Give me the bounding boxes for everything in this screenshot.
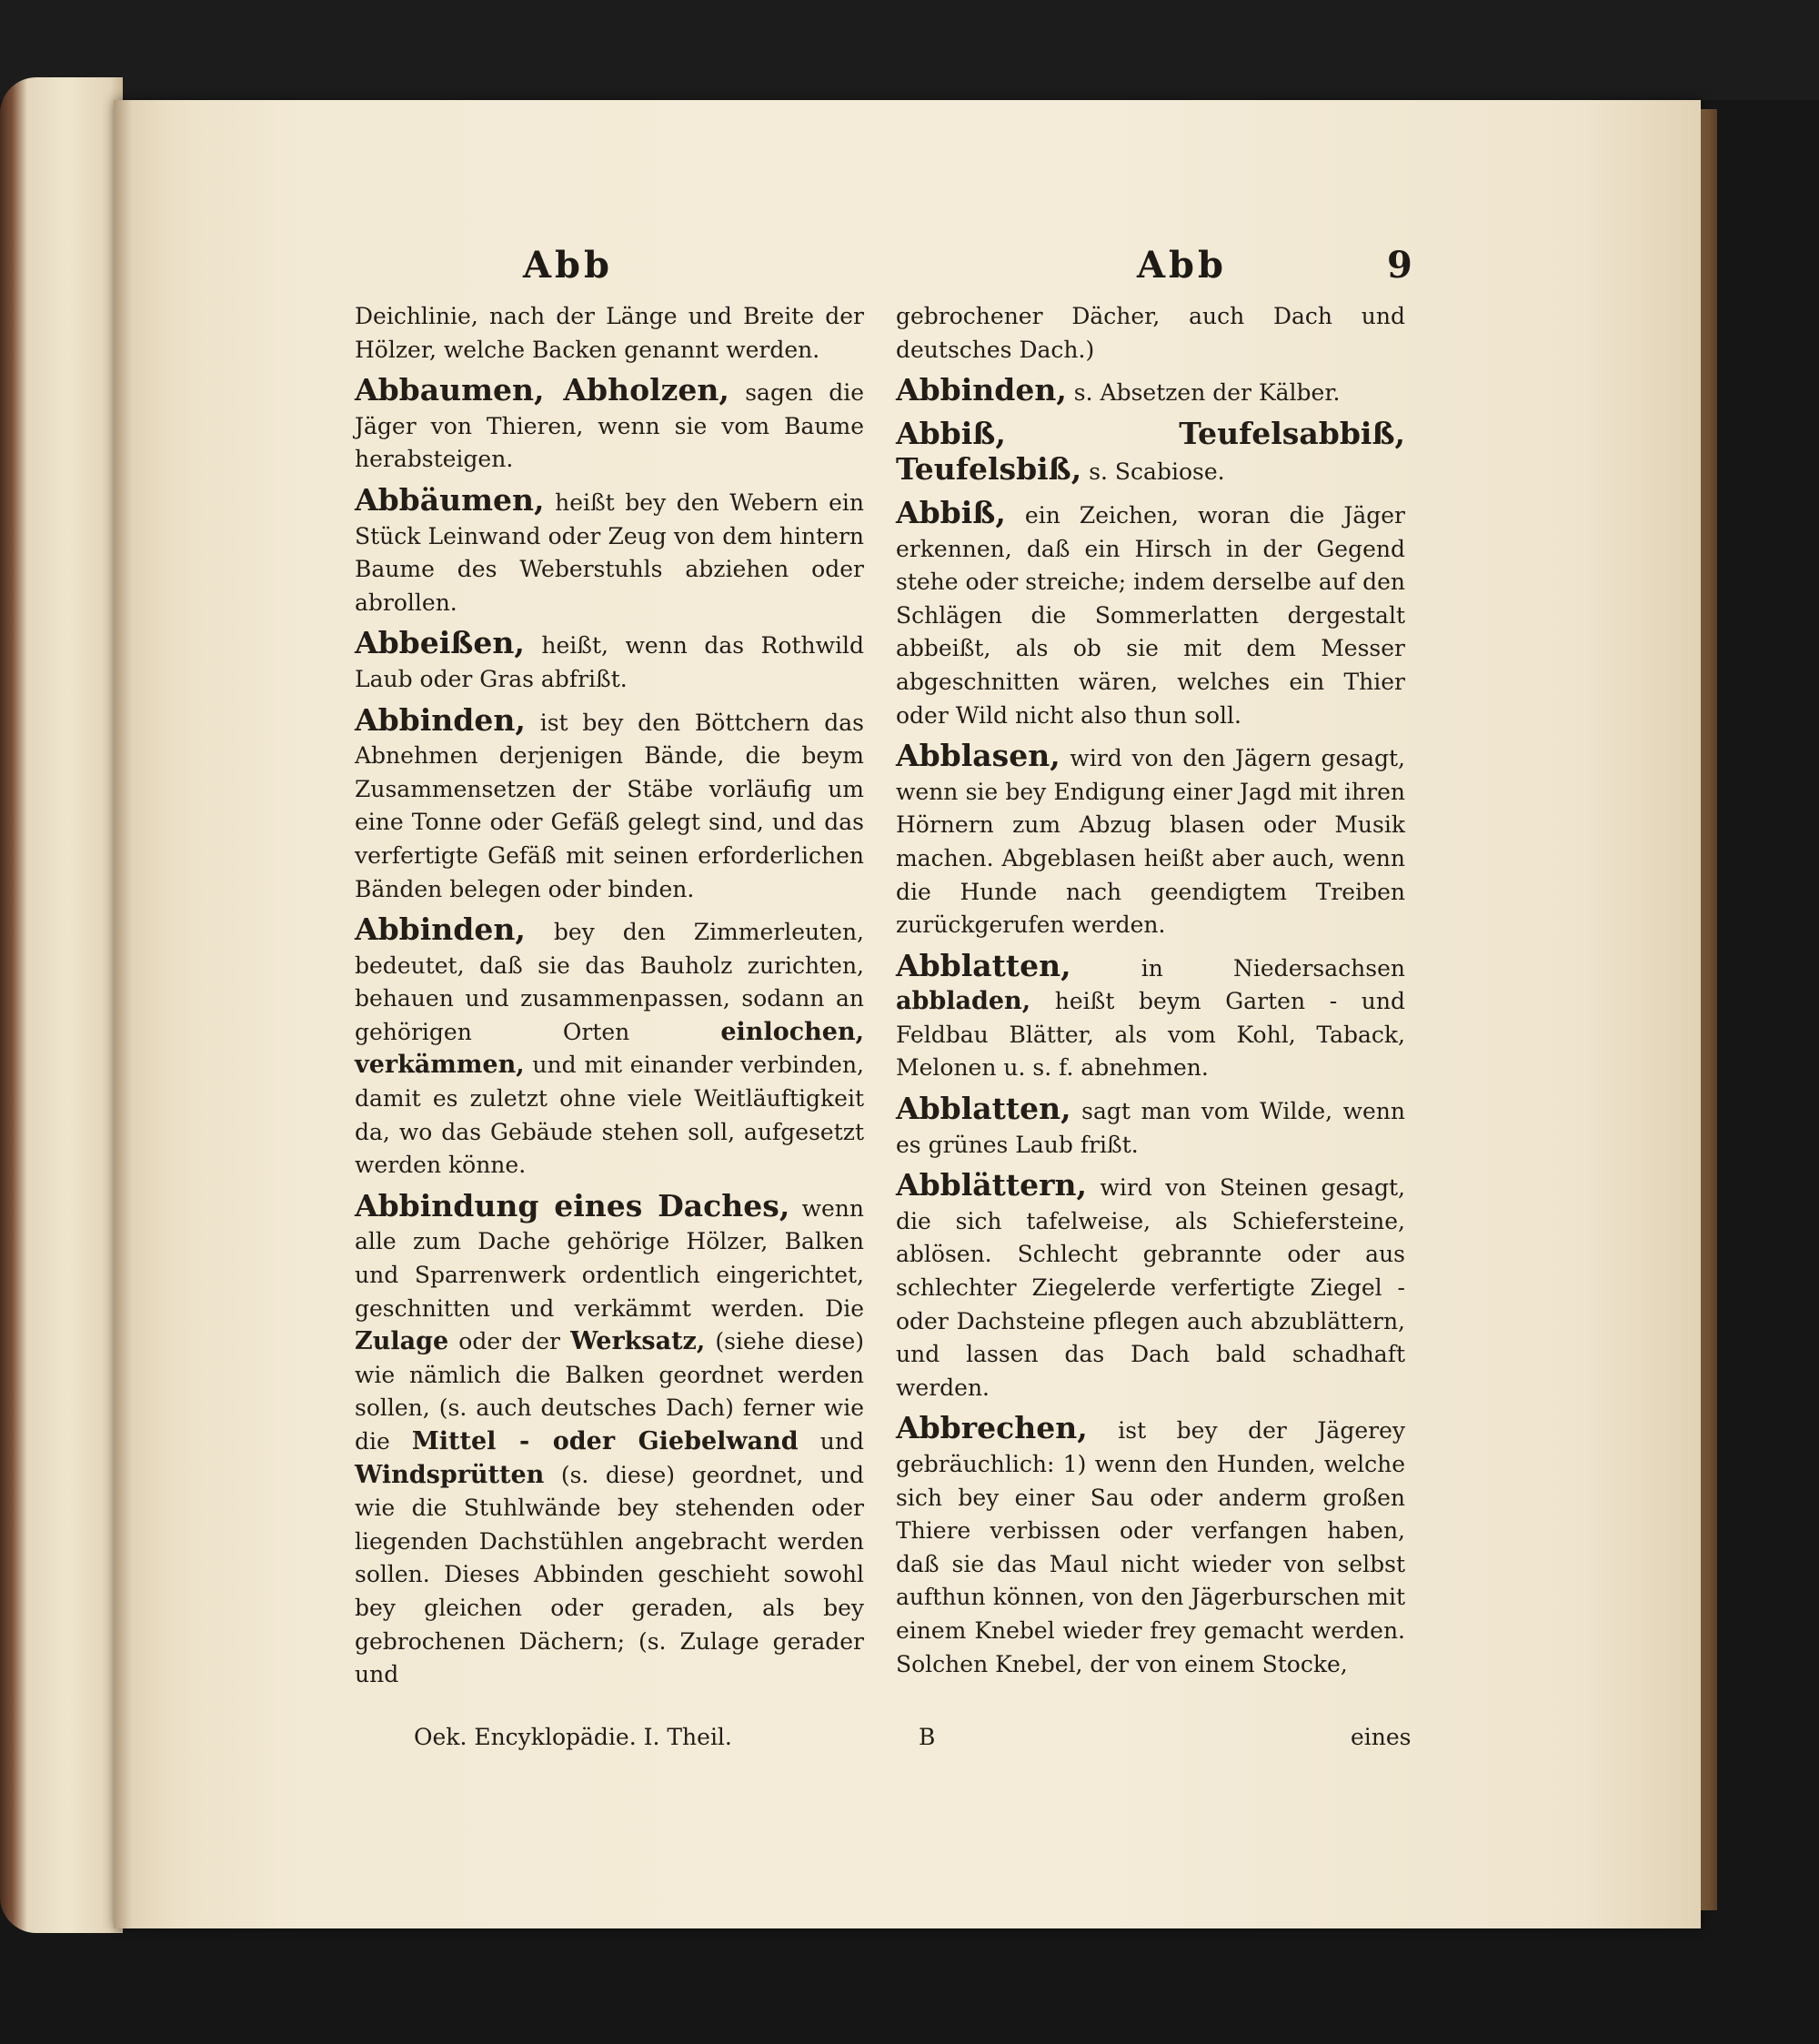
entry-text: oder der — [448, 1328, 571, 1355]
entry-keyword: Abbinden, — [896, 372, 1067, 408]
dictionary-entry — [896, 947, 1405, 1085]
entry-text: sagt man vom Wilde, wenn es grünes Laub frißt. — [896, 1098, 1405, 1158]
entry-keyword: Abblättern, — [896, 1167, 1088, 1203]
dictionary-entry — [355, 300, 864, 367]
entry-text: wird von Steinen gesagt, die sich tafelweise, als Schiefersteine, ablösen. Schlecht gebrannte oder aus schlechter Ziegelerde verfertigte Ziegel - oder Dachsteine pflegen auch abzublättern, und lassen das Dach bald schadhaft werden. — [896, 1174, 1405, 1401]
entry-text: bey den Zimmerleuten, bedeutet, daß sie das Bauholz zurichten, behauen und zusammenpassen, sodann an gehörigen Orten — [355, 919, 864, 1045]
entry-term: einlochen, verkämmen, — [355, 1017, 864, 1080]
dictionary-entry — [896, 415, 1405, 489]
entry-term: Zulage — [355, 1327, 449, 1356]
entry-text: wenn alle zum Dache gehörige Hölzer, Balken und Sparrenwerk ordentlich eingerichtet, geschnitten und verkämmt werden. Die — [355, 1194, 865, 1322]
signature-mark: B — [919, 1724, 936, 1750]
entry-text: s. Scabiose. — [1081, 458, 1225, 486]
entry-keyword: Abblatten, — [896, 947, 1071, 983]
dictionary-entry — [896, 374, 1405, 410]
entry-term: abbladen, — [896, 987, 1031, 1016]
entry-text: in Niedersachsen — [1070, 954, 1405, 982]
entry-text: ist bey der Jägerey gebräuchlich: 1) wenn den Hunden, welche sich bey einer Sau oder anderm großen Thiere verbissen oder verfangen haben, daß sie das Maul nicht wieder von selbst aufthun können, von den Jägerburschen mit einem Knebel wieder frey gemacht werden. Solchen Knebel, der von einem Stocke, — [896, 1417, 1405, 1677]
entry-text: heißt bey den Webern ein Stück Leinwand oder Zeug von dem hintern Baume des Weberstuhls abziehen oder abrollen. — [355, 488, 864, 616]
dictionary-entry — [896, 1412, 1405, 1681]
footer-imprint: Oek. Encyklopädie. I. Theil. — [414, 1724, 732, 1750]
entry-term: Windsprütten — [355, 1460, 545, 1489]
page-number: 9 — [1387, 244, 1416, 287]
right-column — [896, 300, 1405, 1688]
entry-keyword: Abbinden, — [355, 911, 526, 948]
entry-keyword: Abbiß, Teufelsabbiß, Teufelsbiß, — [896, 415, 1405, 488]
entry-text: (s. diese) geordnet, und wie die Stuhlwände bey stehenden oder liegenden Dachstühlen angebracht werden sollen. Dieses Abbinden geschieht sowohl bey gleichen oder geraden, als bey gebrochenen Dächern; (s. Zulage gerader und — [355, 1461, 864, 1688]
dictionary-entry — [355, 1187, 865, 1692]
entry-keyword: Abbindung eines Daches, — [355, 1187, 790, 1223]
entry-text: Deichlinie, nach der Länge und Breite der Hölzer, welche Backen genannt werden. — [355, 303, 864, 363]
dictionary-entry — [896, 494, 1405, 732]
running-head-right: Abb — [1137, 244, 1227, 287]
dictionary-entry — [355, 701, 864, 907]
dictionary-entry — [896, 300, 1405, 367]
dictionary-entry — [355, 481, 864, 619]
dictionary-entry — [355, 374, 864, 477]
entry-text: ein Zeichen, woran die Jäger erkennen, daß ein Hirsch in der Gegend stehe oder streiche; indem derselbe auf den Schlägen die Sommerlatten dergestalt abbeißt, als ob sie mit dem Messer abgeschnitten wären, welches ein Thier oder Wild nicht also thun soll. — [896, 501, 1405, 729]
entry-text: sagen die Jäger von Thieren, wenn sie vom Baume herabsteigen. — [355, 379, 864, 473]
entry-text: ist bey den Böttchern das Abnehmen derjenigen Bände, die beym Zusammensetzen der Stäbe vorläufig um eine Tonne oder Gefäß gelegt sind, und das verfertigte Gefäß mit seinen erforderlichen Bänden belegen oder binden. — [355, 709, 864, 902]
entry-text: und — [798, 1428, 864, 1455]
entry-keyword: Abbinden, — [355, 701, 526, 738]
entry-keyword: Abbrechen, — [896, 1410, 1088, 1446]
dictionary-entry — [355, 627, 864, 696]
entry-text: heißt beym Garten - und Feldbau Blätter, als vom Kohl, Taback, Melonen u. s. f. abnehmen. — [896, 988, 1405, 1082]
catchword: eines — [1351, 1724, 1412, 1750]
entry-keyword: Abbeißen, — [355, 625, 525, 661]
entry-text: s. Absetzen der Kälber. — [1066, 379, 1341, 407]
page-gutter-shadow — [114, 100, 132, 1928]
entry-text: wird von den Jägern gesagt, wenn sie bey Endigung einer Jagd mit ihren Hörnern zum Abzug blasen oder Musik machen. Abgeblasen heißt aber auch, wenn die Hunde nach geendigtem Treiben zurückgerufen werden. — [896, 745, 1405, 939]
background-top — [0, 0, 1819, 100]
entry-term: Werksatz, — [570, 1327, 706, 1356]
entry-text: heißt, wenn das Rothwild Laub oder Gras abfrißt. — [355, 632, 864, 692]
entry-keyword: Abbiß, — [896, 494, 1006, 530]
entry-term: Mittel - oder Giebelwand — [411, 1427, 799, 1455]
dictionary-entry — [896, 740, 1405, 942]
left-column — [355, 300, 864, 1699]
dictionary-entry — [896, 1092, 1405, 1162]
entry-keyword: Abbäumen, — [355, 481, 545, 518]
entry-keyword: Abblatten, — [896, 1091, 1071, 1127]
entry-text: gebrochener Dächer, auch Dach und deutsches Dach.) — [896, 303, 1405, 363]
entry-text: (siehe diese) wie nämlich die Balken geordnet werden sollen, (s. auch deutsches Dach) ferner wie die — [355, 1328, 865, 1455]
entry-text: und mit einander verbinden, damit es zuletzt ohne viele Weitläuftigkeit da, wo das Gebäude stehen soll, aufgesetzt werden könne. — [355, 1052, 864, 1179]
entry-keyword: Abblasen, — [896, 738, 1060, 774]
dictionary-entry — [355, 913, 864, 1183]
dictionary-entry — [896, 1169, 1405, 1405]
running-head-left: Abb — [523, 244, 613, 287]
entry-keyword: Abbaumen, Abholzen, — [355, 372, 729, 408]
left-page-edge — [0, 77, 123, 1933]
